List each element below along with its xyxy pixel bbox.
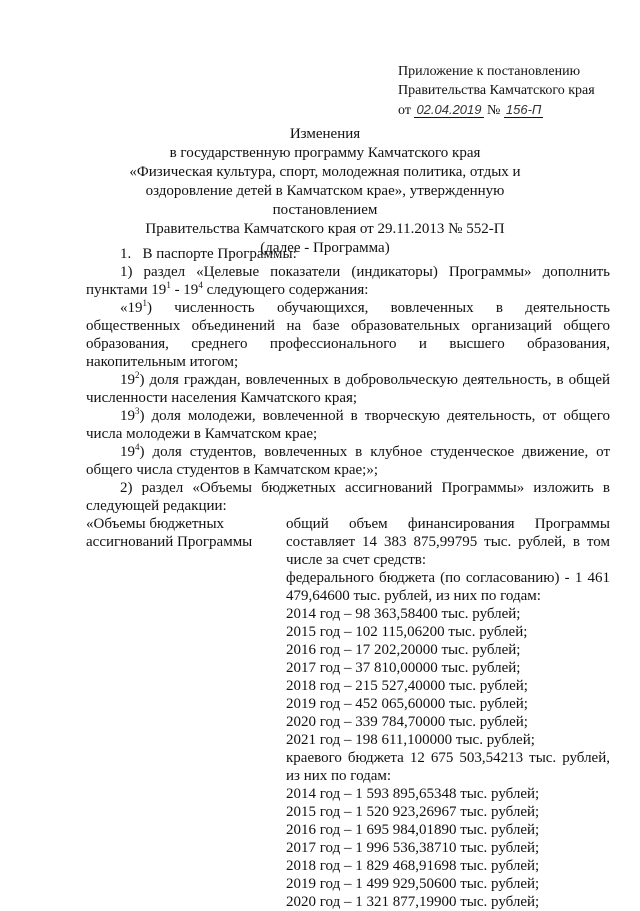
budget-line: 2016 год – 17 202,20000 тыс. рублей;: [286, 642, 521, 658]
approval-line-1: Приложение к постановлению: [398, 64, 581, 79]
title-line-1: Изменения: [289, 126, 361, 142]
budget-line: 2018 год – 215 527,40000 тыс. рублей;: [286, 678, 528, 694]
budget-line: 2014 год – 1 593 895,65348 тыс. рублей;: [286, 786, 540, 802]
item-1: 1. В паспорте Программы:: [120, 246, 297, 262]
budget-line: 2015 год – 1 520 923,26967 тыс. рублей;: [286, 804, 540, 820]
budget-line: 2016 год – 1 695 984,01890 тыс. рублей;: [286, 822, 540, 838]
approval-date-line: [398, 100, 634, 120]
budget-line: 2021 год – 198 611,100000 тыс. рублей;: [286, 732, 535, 748]
date-prefix: от: [398, 103, 411, 118]
item-1-2: 2) раздел «Объемы бюджетных ассигнований Программы» изложить в следующей редакции:: [86, 480, 610, 514]
budget-line: общий объем финансирования Программы составляет 14 383 875,99795 тыс. рублей, в том числе за счет средств:: [286, 516, 610, 568]
title-line-3: «Физическая культура, спорт, молодежная политика, отдых и: [129, 164, 521, 180]
point-19-4: $19^4$) доля студентов, вовлеченных в клубное студенческое движение, от общего числа студентов в Камчатском крае;»;: [86, 442, 610, 478]
budget-line: 2018 год – 1 829 468,91698 тыс. рублей;: [286, 858, 540, 874]
approval-line-2: Правительства Камчатского края: [398, 83, 595, 98]
budget-line: 2017 год – 37 810,00000 тыс. рублей;: [286, 660, 521, 676]
budget-line: 2015 год – 102 115,06200 тыс. рублей;: [286, 624, 528, 640]
number-prefix: №: [487, 103, 501, 118]
budget-line: 2020 год – 1 321 877,19900 тыс. рублей;: [286, 894, 540, 910]
title-line-4: оздоровление детей в Камчатском крае», утвержденную постановлением: [145, 183, 505, 218]
budget-line: 2019 год – 1 499 929,50600 тыс. рублей;: [286, 876, 540, 892]
point-19-2: $19^2$) доля граждан, вовлеченных в добровольческую деятельность, в общей численности населения Камчатского края;: [86, 370, 610, 406]
budget-line: 2017 год – 1 996 536,38710 тыс. рублей;: [286, 840, 540, 856]
budget-line: краевого бюджета 12 675 503,54213 тыс. рублей, из них по годам:: [286, 750, 610, 784]
document-title: [120, 125, 530, 258]
approval-date: 02.04.2019: [416, 102, 482, 117]
budget-line: федерального бюджета (по согласованию) - 1 461 479,64600 тыс. рублей, из них по годам:: [286, 570, 610, 604]
title-line-5: Правительства Камчатского края от 29.11.2013 № 552-П: [145, 221, 505, 237]
point-19-1: «$19^1$) численность обучающихся, вовлеченных в деятельность общественных объединений на базе образовательных организаций общего образования, среднего профессионального и высшего образования, накопительным итогом;: [86, 298, 610, 370]
item-1-1: 1) раздел «Целевые показатели (индикаторы) Программы» дополнить пунктами $19^1 - 19^4$ следующего содержания:: [86, 264, 610, 298]
title-line-2: в государственную программу Камчатского края: [169, 145, 481, 161]
budget-line: 2020 год – 339 784,70000 тыс. рублей;: [286, 714, 528, 730]
budget-table-values: [286, 515, 610, 911]
budget-table-label: «Объемы бюджетных ассигнований Программы: [86, 516, 253, 550]
approval-block: [398, 62, 634, 120]
document-body: [86, 245, 610, 911]
approval-number: 156-П: [505, 102, 542, 117]
title-line-6: (далее - Программа): [260, 240, 390, 256]
budget-line: 2019 год – 452 065,60000 тыс. рублей;: [286, 696, 528, 712]
budget-line: 2014 год – 98 363,58400 тыс. рублей;: [286, 606, 521, 622]
budget-table: [86, 515, 610, 911]
point-19-3: $19^3$) доля молодежи, вовлеченной в творческую деятельность, от общего числа молодежи в Камчатском крае;: [86, 406, 610, 442]
